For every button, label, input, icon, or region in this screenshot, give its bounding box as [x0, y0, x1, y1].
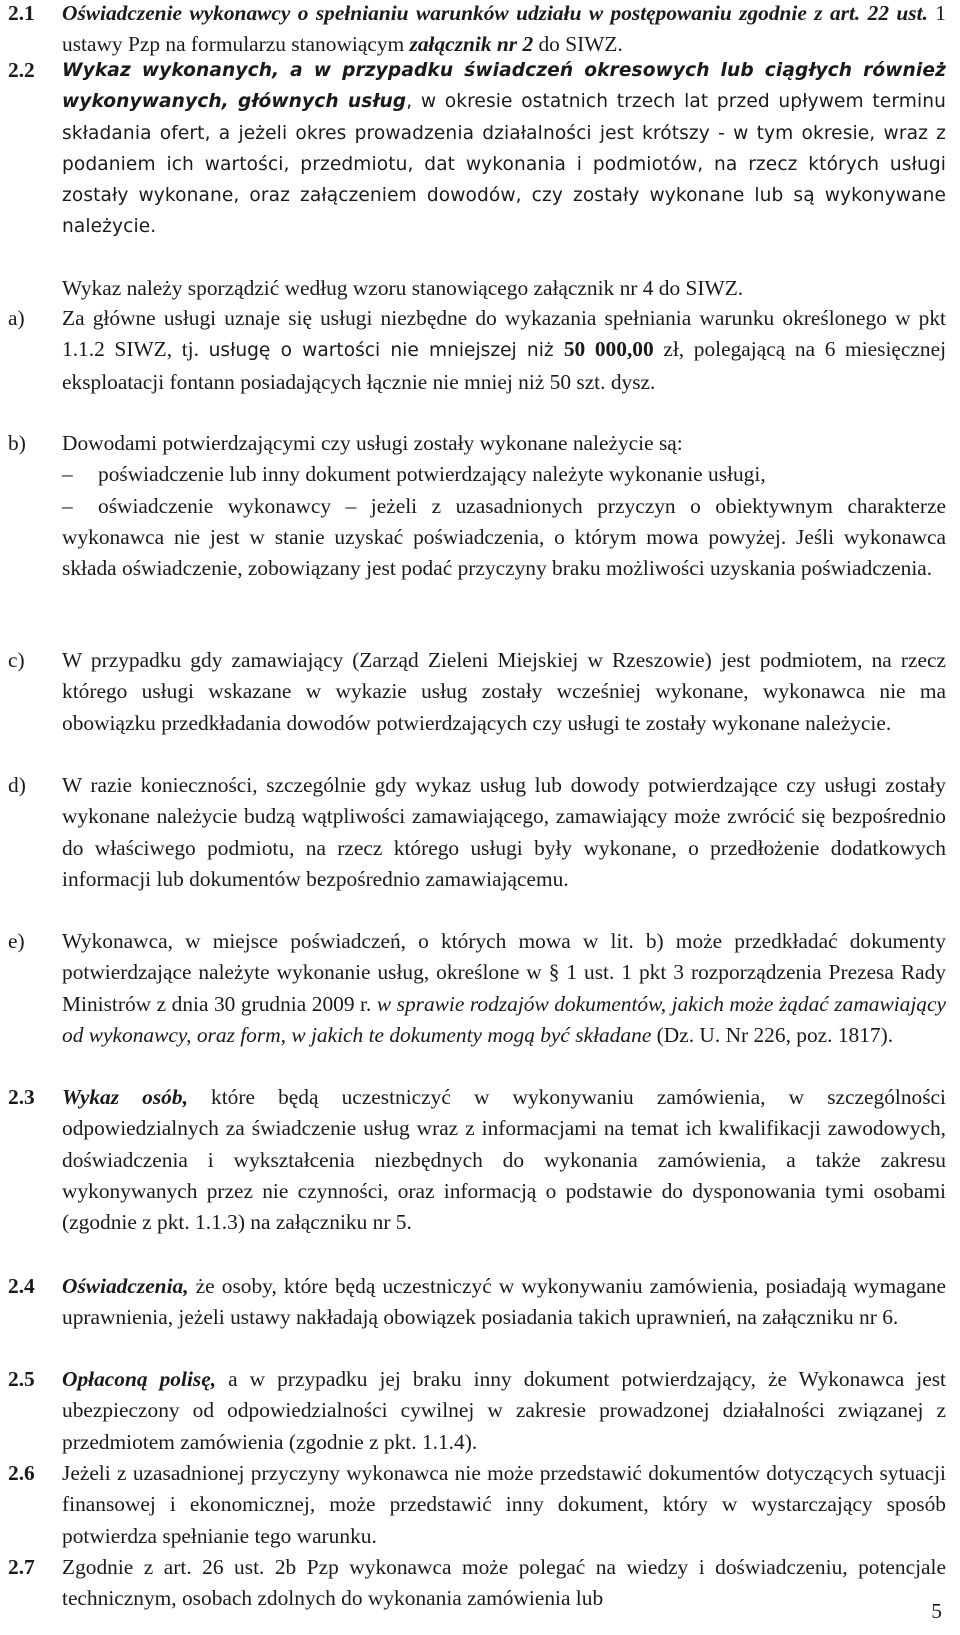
- section-text: Wykaz osób, które będą uczestniczyć w wykonywaniu zamówienia, w szczególności odpowiedzialnych za świadczenie usług wraz z informacjami na temat ich kwalifikacji zawodowych, doświadczenia i wykształcenia niezbędnych do wykonania zamówienia, a także zakresu wykonywanych przez nie czynności, oraz informacją o podstawie do dysponowania tymi osobami (zgodnie z pkt. 1.1.3) na załączniku nr 5.: [62, 1085, 946, 1235]
- item-label: e): [8, 929, 25, 953]
- item-b: [8, 428, 946, 584]
- dash-item: – oświadczenie wykonawcy – jeżeli z uzasadnionych przyczyn o obiektywnym charakterze wykonawca nie jest w stanie uzyskać poświadczenia, o którym mowa powyżej. Jeśli wykonawca składa oświadczenie, zobowiązany jest podać przyczyny braku możliwości uzyskania poświadczenia.: [62, 493, 946, 581]
- section-2-3: [8, 1082, 946, 1238]
- section-2-5: [8, 1364, 946, 1458]
- section-number: 2.4: [8, 1274, 35, 1298]
- note-text: Wykaz należy sporządzić według wzoru stanowiącego załącznik nr 4 do SIWZ.: [62, 276, 744, 300]
- section-number: 2.1: [8, 1, 35, 25]
- section-text: Wykaz wykonanych, a w przypadku świadczeń okresowych lub ciągłych również wykonywanych, głównych usług, w okresie ostatnich trzech lat przed upływem terminu składania ofert, a jeżeli okres prowadzenia działalności jest krótszy - w tym okresie, wraz z podaniem ich wartości, przedmiotu, dat wykonania i podmiotów, na rzecz których usługi zostały wykonane, oraz załączeniem dowodów, czy zostały wykonane lub są wykonywane należycie.: [62, 60, 946, 238]
- section-2-1: [8, 0, 946, 61]
- section-text: Oświadczenia, że osoby, które będą uczestniczyć w wykonywaniu zamówienia, posiadają wymagane uprawnienia, jeżeli ustawy nakładają obowiązek posiadania takich uprawnień, na załączniku nr 6.: [62, 1274, 946, 1330]
- item-label: b): [8, 431, 26, 455]
- item-label: a): [8, 306, 25, 330]
- section-number: 2.7: [8, 1555, 35, 1579]
- section-text: Zgodnie z art. 26 ust. 2b Pzp wykonawca może polegać na wiedzy i doświadczeniu, potencjale technicznym, osobach zdolnych do wykonania zamówienia lub: [62, 1555, 946, 1611]
- section-2-6: [8, 1458, 946, 1552]
- item-text: Za główne usługi uznaje się usługi niezbędne do wykazania spełniania warunku określonego w pkt 1.1.2 SIWZ, tj. usługę o wartości nie mniejszej niż 50 000,00 zł, polegającą na 6 miesięcznej eksploatacji fontann posiadających łącznie nie mniej niż 50 szt. dysz.: [62, 306, 947, 394]
- section-2-2: [8, 55, 946, 243]
- section-2-7: [8, 1552, 946, 1615]
- item-label: d): [8, 773, 26, 797]
- section-number: 2.2: [8, 58, 35, 82]
- item-label: c): [8, 648, 25, 672]
- item-text: W przypadku gdy zamawiający (Zarząd Zieleni Miejskiej w Rzeszowie) jest podmiotem, na rzecz którego usługi wskazane w wykazie usług zostały wcześniej wykonane, wykonawca nie ma obowiązku przedkładania dowodów potwierdzających czy usługi te zostały wykonane należycie.: [62, 648, 946, 735]
- section-number: 2.3: [8, 1085, 35, 1109]
- section-number: 2.6: [8, 1461, 35, 1485]
- section-text: Oświadczenie wykonawcy o spełnianiu warunków udziału w postępowaniu zgodnie z art. 22 ust. 1 ustawy Pzp na formularzu stanowiącym załącznik nr 2 do SIWZ.: [62, 1, 946, 57]
- item-e: [8, 926, 946, 1051]
- item-text: Dowodami potwierdzającymi czy usługi zostały wykonane należycie są: – poświadczenie lub inny dokument potwierdzający należyte wykonanie usługi, – oświadczenie wykonawcy – jeżeli z uzasadnionych przyczyn o obiektywnym charakterze wykonawca nie jest w stanie uzyskać poświadczenia, o którym mowa powyżej. Jeśli wykonawca składa oświadczenie, zobowiązany jest podać przyczyny braku możliwości uzyskania poświadczenia.: [62, 428, 946, 584]
- section-number: 2.5: [8, 1367, 35, 1391]
- section-text: Opłaconą polisę, a w przypadku jej braku inny dokument potwierdzający, że Wykonawca jest ubezpieczony od odpowiedzialności cywilnej w zakresie prowadzonej działalności związanej z przedmiotem zamówienia (zgodnie z pkt. 1.1.4).: [62, 1367, 947, 1454]
- section-2-2-note: [8, 273, 946, 304]
- page-number: 5: [931, 1599, 942, 1623]
- item-d: [8, 770, 946, 895]
- section-2-4: [8, 1271, 946, 1334]
- dash-item: – poświadczenie lub inny dokument potwierdzający należyte wykonanie usługi,: [62, 462, 766, 487]
- item-c: [8, 645, 946, 739]
- item-a: [8, 303, 946, 398]
- item-text: Wykonawca, w miejsce poświadczeń, o których mowa w lit. b) może przedkładać dokumenty potwierdzające należyte wykonanie usług, określone w § 1 ust. 1 pkt 3 rozporządzenia Prezesa Rady Ministrów z dnia 30 grudnia 2009 r. w sprawie rodzajów dokumentów, jakich może żądać zamawiający od wykonawcy, oraz form, w jakich te dokumenty mogą być składane (Dz. U. Nr 226, poz. 1817).: [62, 929, 946, 1047]
- section-text: Jeżeli z uzasadnionej przyczyny wykonawca nie może przedstawić dokumentów dotyczących sytuacji finansowej i ekonomicznej, może przedstawić inny dokument, który w wystarczający sposób potwierdza spełnianie tego warunku.: [62, 1461, 946, 1548]
- item-text: W razie konieczności, szczególnie gdy wykaz usług lub dowody potwierdzające czy usługi zostały wykonane należycie budzą wątpliwości zamawiającego, zamawiający może zwrócić się bezpośrednio do właściwego podmiotu, na rzecz którego usługi były wykonane, o przedłożenie dodatkowych informacji lub dokumentów bezpośrednio zamawiającemu.: [62, 773, 946, 891]
